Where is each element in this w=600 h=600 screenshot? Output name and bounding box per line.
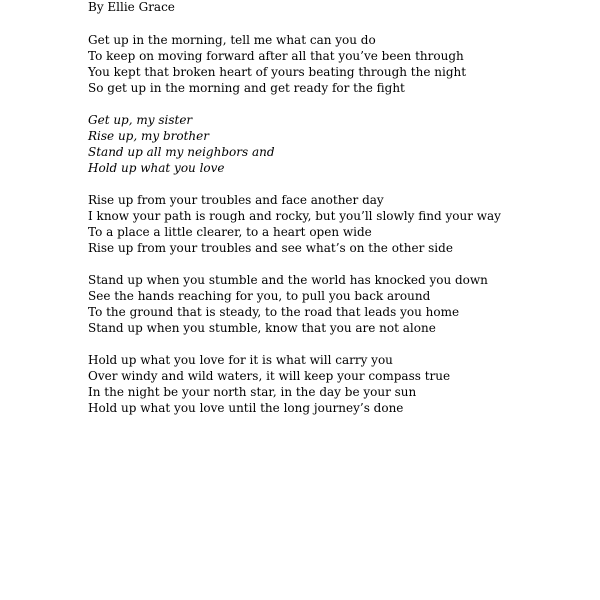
poem-line: See the hands reaching for you, to pull you back around [88,289,431,303]
poem-line: You kept that broken heart of yours beating through the night [88,65,467,79]
stanza-5 [88,352,588,416]
spacer [88,16,588,32]
poem-line: Rise up from your troubles and see what’s on the other side [88,241,453,255]
poem-line: I know your path is rough and rocky, but you’ll slowly find your way [88,209,501,223]
spacer [88,336,588,352]
author-byline: By Ellie Grace [88,0,175,14]
poem-line: Stand up all my neighbors and [88,145,275,159]
spacer [88,176,588,192]
poem-line: To the ground that is steady, to the road that leads you home [88,305,460,319]
poem-line: Get up, my sister [88,113,193,127]
poem-line: In the night be your north star, in the day be your sun [88,385,417,399]
poem-line: Hold up what you love [88,161,225,175]
poem-line: To a place a little clearer, to a heart open wide [88,225,372,239]
spacer [88,96,588,112]
poem-page [88,0,588,416]
stanza-4 [88,272,588,336]
poem-line: Hold up what you love until the long journey’s done [88,401,404,415]
poem-line: So get up in the morning and get ready for the fight [88,81,405,95]
poem-line: Rise up, my brother [88,129,209,143]
poem-line: Hold up what you love for it is what will carry you [88,353,393,367]
poem-line: Get up in the morning, tell me what can you do [88,33,376,47]
poem-line: To keep on moving forward after all that you’ve been through [88,49,464,63]
spacer [88,256,588,272]
poem-line: Stand up when you stumble, know that you are not alone [88,321,436,335]
poem-line: Over windy and wild waters, it will keep your compass true [88,369,451,383]
poem-line: Rise up from your troubles and face another day [88,193,384,207]
stanza-3 [88,192,588,256]
stanza-1 [88,32,588,96]
stanza-2-refrain [88,112,588,176]
poem-line: Stand up when you stumble and the world has knocked you down [88,273,488,287]
